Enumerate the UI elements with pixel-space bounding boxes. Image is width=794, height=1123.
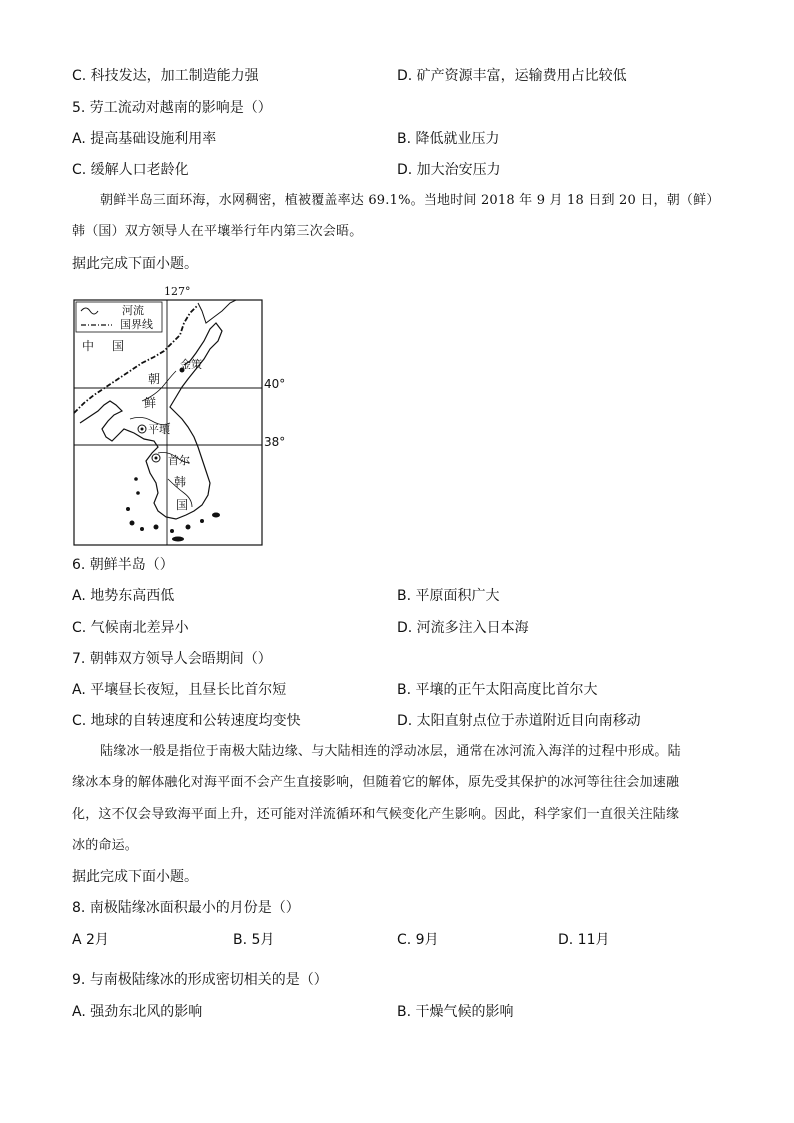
q5-option-d: D. 加大治安压力	[397, 162, 501, 178]
q6-option-b: B. 平原面积广大	[397, 588, 500, 604]
q5-option-c: C. 缓解人口老龄化	[72, 162, 189, 178]
passage1-prompt: 据此完成下面小题。	[72, 256, 198, 272]
city-seoul: 首尔	[168, 454, 190, 467]
q5-option-b: B. 降低就业压力	[397, 131, 500, 147]
q7-stem: 7. 朝韩双方领导人会晤期间（）	[72, 651, 272, 667]
latitude-40-label: 40°	[264, 377, 286, 391]
q7-option-b: B. 平壤的正午太阳高度比首尔大	[397, 682, 598, 698]
passage2-line4: 冰的命运。	[72, 838, 139, 853]
southern-islands	[126, 477, 220, 541]
q8-option-a: A 2月	[72, 932, 109, 948]
map-legend	[76, 302, 162, 332]
q9-option-b: B. 干燥气候的影响	[397, 1004, 514, 1020]
korean-peninsula-map	[72, 283, 288, 547]
q5-stem: 5. 劳工流动对越南的影响是（）	[72, 100, 272, 116]
q4-option-c: C. 科技发达，加工制造能力强	[72, 68, 259, 84]
q8-option-c: C. 9月	[397, 932, 439, 948]
q7-option-a: A. 平壤昼长夜短，且昼长比首尔短	[72, 682, 287, 698]
q4-option-d: D. 矿产资源丰富，运输费用占比较低	[397, 68, 627, 84]
q6-stem: 6. 朝鲜半岛（）	[72, 557, 174, 573]
south-korea-label-1: 韩	[174, 475, 187, 489]
pyongyang-marker-dot	[141, 428, 144, 431]
seoul-marker-dot	[155, 457, 158, 460]
passage2-line1: 陆缘冰一般是指位于南极大陆边缘、与大陆相连的浮动冰层，通常在冰河流入海洋的过程中形成。陆	[100, 744, 681, 759]
q8-option-d: D. 11月	[558, 932, 610, 948]
q5-option-a: A. 提高基础设施利用率	[72, 131, 217, 147]
q6-option-c: C. 气候南北差异小	[72, 620, 189, 636]
china-label-1: 中	[82, 339, 95, 353]
northeast-coast	[198, 300, 236, 323]
passage2-line3: 化，这不仅会导致海平面上升，还可能对洋流循环和气候变化产生影响。因此，科学家们一直很关注陆缘	[72, 807, 680, 822]
city-kimchaek: 金策	[180, 358, 202, 371]
q6-option-d: D. 河流多注入日本海	[397, 620, 529, 636]
china-label-2: 国	[112, 339, 125, 353]
longitude-127-label: 127°	[164, 285, 191, 298]
city-pyongyang: 平壤	[148, 423, 170, 436]
passage2-prompt: 据此完成下面小题。	[72, 869, 198, 885]
q8-option-b: B. 5月	[233, 932, 275, 948]
south-korea-label-2: 国	[176, 498, 189, 512]
latitude-38-label: 38°	[264, 435, 286, 449]
q9-option-a: A. 强劲东北风的影响	[72, 1004, 203, 1020]
passage2-line2: 缘冰本身的解体融化对海平面不会产生直接影响，但随着它的解体，原先受其保护的冰河等往往会加速融	[72, 775, 680, 790]
q8-stem: 8. 南极陆缘冰面积最小的月份是（）	[72, 900, 300, 916]
q7-option-d: D. 太阳直射点位于赤道附近目向南移动	[397, 713, 641, 729]
passage1-line1: 朝鲜半岛三面环海，水网稠密，植被覆盖率达 69.1%。当地时间 2018 年 9 月 18 日到 20 日，朝（鲜）	[100, 193, 720, 208]
north-korea-label-1: 朝	[148, 372, 161, 386]
legend-border: 国界线	[120, 318, 153, 331]
passage1-line2: 韩（国）双方领导人在平壤举行年内第三次会晤。	[72, 224, 363, 239]
peninsula-coastline	[80, 323, 222, 519]
q7-option-c: C. 地球的自转速度和公转速度均变快	[72, 713, 301, 729]
legend-river: 河流	[122, 304, 144, 317]
q6-option-a: A. 地势东高西低	[72, 588, 175, 604]
q9-stem: 9. 与南极陆缘冰的形成密切相关的是（）	[72, 972, 328, 988]
north-korea-label-2: 鲜	[144, 396, 157, 410]
